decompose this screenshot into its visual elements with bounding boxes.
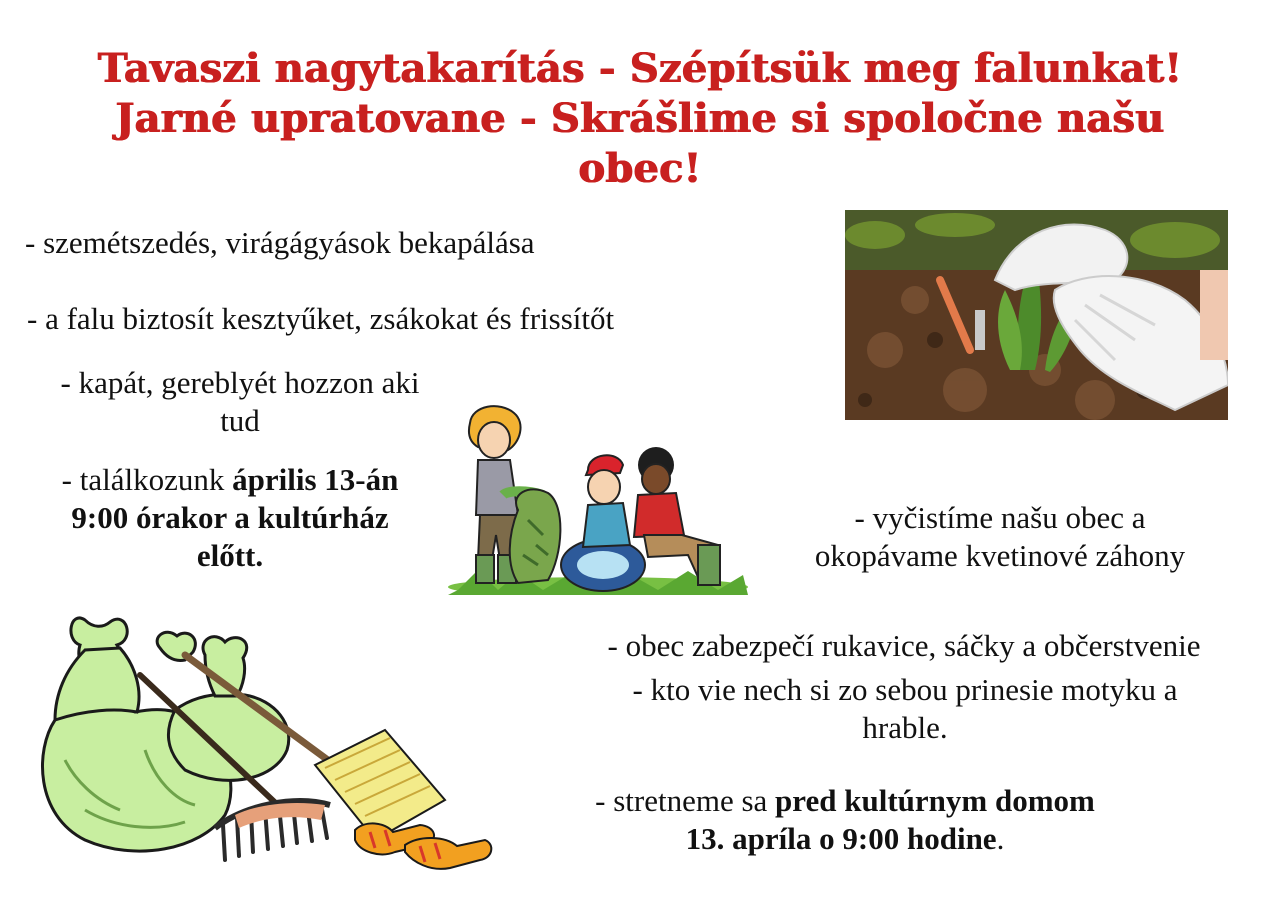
hu-item-cleanup: - szemétszedés, virágágyások bekapálása: [25, 225, 535, 260]
hu-item-meeting: [20, 461, 440, 575]
sk-item-tools-line-2: hrable.: [862, 710, 948, 745]
sk-meeting-suffix: .: [996, 821, 1005, 856]
sk-meeting-place: pred kultúrnym domom: [775, 783, 1095, 818]
kids-cleanup-illustration: [448, 395, 748, 595]
title-line-3: obec!: [578, 145, 702, 192]
title-line-2: Jarné upratovane - Skrášlime si spoločne našu: [115, 95, 1165, 142]
sk-item-meeting: [540, 782, 1150, 858]
hu-item-tools-line-2: tud: [220, 403, 260, 438]
hu-meeting-time: 9:00 órakor a kultúrház: [71, 500, 389, 535]
sk-item-supplies: - obec zabezpečí rukavice, sáčky a občerstvenie: [607, 628, 1201, 663]
hu-meeting-date: április 13-án: [232, 462, 399, 497]
sk-item-cleanup-line-1: - vyčistíme našu obec a: [854, 500, 1146, 535]
sk-item-tools: [560, 671, 1250, 747]
sk-meeting-prefix: - stretneme sa: [595, 783, 776, 818]
sk-item-cleanup-line-2: okopávame kvetinové záhony: [814, 538, 1186, 573]
flyer-title: [20, 44, 1260, 194]
hu-item-tools-line-1: - kapát, gereblyét hozzon aki: [60, 365, 420, 400]
sk-meeting-time: 13. apríla o 9:00 hodine: [685, 821, 997, 856]
sk-item-cleanup: [770, 499, 1230, 575]
hu-item-tools: [20, 364, 460, 440]
title-line-1: Tavaszi nagytakarítás - Szépítsük meg falunkat!: [97, 45, 1183, 92]
trash-bags-rake-illustration: [25, 600, 495, 872]
garden-photo: [845, 210, 1228, 420]
hu-meeting-prefix: - találkozunk: [61, 462, 233, 497]
sk-item-tools-line-1: - kto vie nech si zo sebou prinesie motyku a: [632, 672, 1178, 707]
hu-item-supplies: - a falu biztosít kesztyűket, zsákokat és frissítőt: [27, 301, 615, 336]
hu-meeting-place: előtt.: [196, 538, 264, 573]
